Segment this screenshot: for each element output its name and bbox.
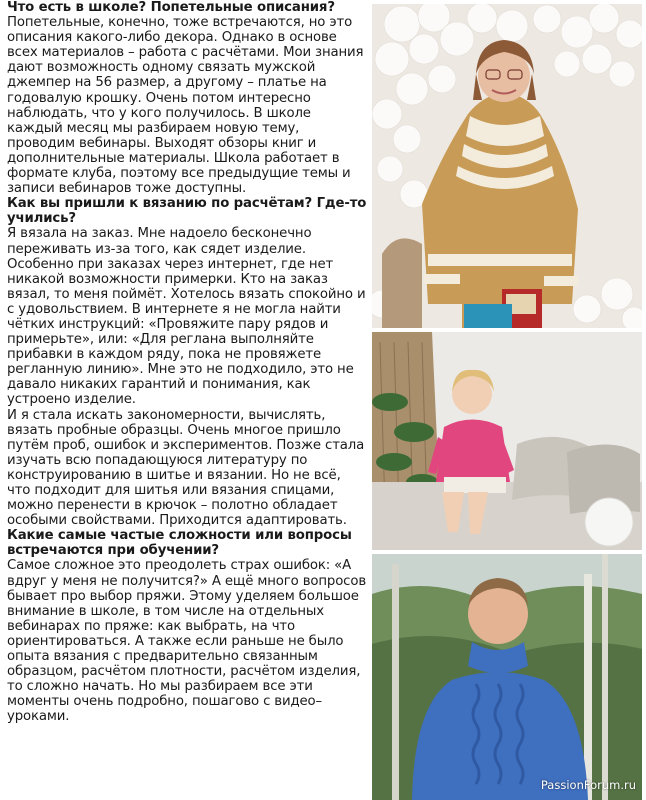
section-paragraph: Попетельные, конечно, тоже встречаются, но это описания какого-либо декора. Однако в основе всех материалов – работа с расчётами. Мои знания дают возможность одному связать мужской джемпер на 56 размер, а другому – платье на годовалую крошку. Очень потом интересно наблюдать, что у кого получилось. В школе каждый месяц мы разбираем новую тему, проводим вебинары. Выходят обзоры книг и дополнительные материалы. Школа работает в формате клуба, поэтому все предыдущие темы и записи вебинаров тоже доступны. xyxy=(7,15,364,197)
section-paragraph: И я стала искать закономерности, вычислять, вязать пробные образцы. Очень многое пришло путём проб, ошибок и экспериментов. Позже стала изучать всю попадающуюся литературу по конструированию в шитье и вязании. Но не всё, что подходит для шитья или вязания спицами, можно перенести в крючок – полотно обладает особыми свойствами. Приходится адаптировать. xyxy=(7,407,365,529)
section-heading-how-came: Как вы пришли к вязанию по расчётам? Где-то учились? xyxy=(7,196,367,227)
section-paragraph: Самое сложное это преодолеть страх ошибок: «А вдруг у меня не получится?» А ещё много вопросов бывает про выбор пряжи. Этому уделяем большое внимание в школе, в том числе на отдельных вебинарах по пряже: как выбрать, на что ориентироваться. А также если раньше не было опыта вязания с предварительно связанным образцом, расчётом плотности, расчётом изделия, то сложно начать. Но мы разбираем все эти моменты очень подробно, пошагово с видео–уроками. xyxy=(7,558,367,725)
photo-man-blue-sweater xyxy=(372,554,642,800)
section-paragraph: Я вязала на заказ. Мне надоело бесконечно переживать из-за того, как сядет изделие. Особенно при заказах через интернет, где нет никакой возможности примерки. Кто на заказ вязал, то меня поймёт. Хотелось вязать спокойно и с удовольствием. В интернете я не могла найти чётких инструкций: «Провяжите пару рядов и примерьте», или: «Для реглана выполняйте прибавки в каждом ряду, пока не провяжете регланную линию». Мне это не подходило, это не давало никаких гарантий и понимания, как устроено изделие. xyxy=(7,226,366,408)
watermark-text: PassionForum.ru xyxy=(540,778,636,792)
section-heading-difficulties: Какие самые частые сложности или вопросы встречаются при обучении? xyxy=(7,528,352,559)
photo-woman-sweater xyxy=(372,4,642,328)
section-heading-school: Что есть в школе? Попетельные описания? xyxy=(7,0,335,15)
photo-girl-cardigan xyxy=(372,332,642,550)
article-text xyxy=(7,0,367,800)
